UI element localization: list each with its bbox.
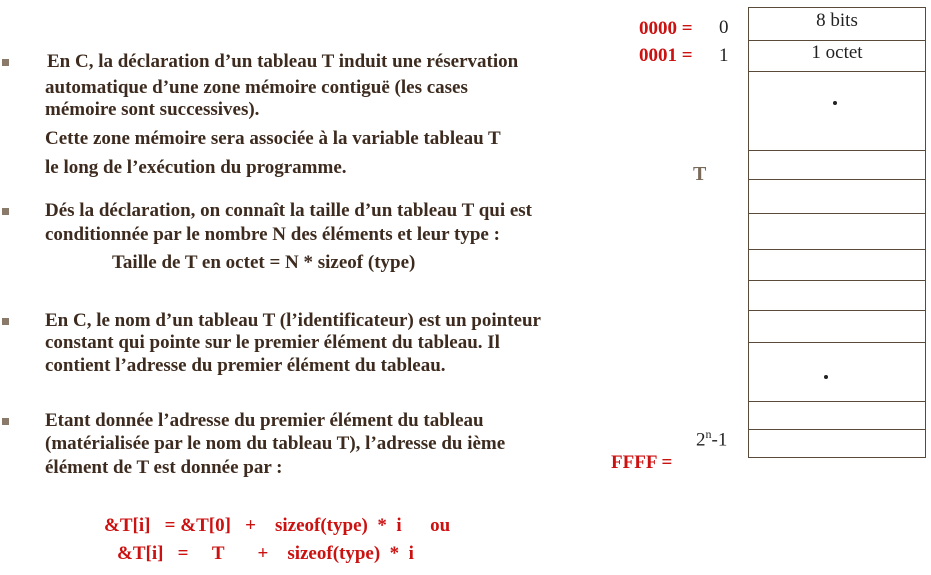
memory-cell-divider xyxy=(749,179,925,180)
address-hex-0: 0000 = xyxy=(639,18,693,39)
bullet-4 xyxy=(2,418,9,425)
paragraph-line: En C, la déclaration d’un tableau T induit une réservation xyxy=(47,51,519,72)
address-hex-1: 0001 = xyxy=(639,45,693,66)
cell-octet-label: 1 octet xyxy=(811,42,863,63)
memory-cell-divider xyxy=(749,71,925,72)
address-formula-2: &T[i] = T + sizeof(type) * i xyxy=(117,543,414,564)
bullet-2 xyxy=(2,208,9,215)
paragraph-line: constant qui pointe sur le premier élément du tableau. Il xyxy=(45,332,500,353)
memory-cell-divider xyxy=(749,40,925,41)
address-dec-1: 1 xyxy=(719,45,729,66)
memory-cell-divider xyxy=(749,401,925,402)
paragraph-line: (matérialisée par le nom du tableau T), l’adresse du ième xyxy=(45,433,506,454)
memory-cell-divider xyxy=(749,342,925,343)
memory-cell-divider xyxy=(749,310,925,311)
size-formula: Taille de T en octet = N * sizeof (type) xyxy=(112,252,416,273)
memory-cell-divider xyxy=(749,429,925,430)
power-tail: -1 xyxy=(711,429,728,451)
ellipsis-dot xyxy=(833,101,837,105)
memory-cell-divider xyxy=(749,213,925,214)
bullet-3 xyxy=(2,318,9,325)
ellipsis-dot xyxy=(824,375,828,379)
paragraph-line: mémoire sont successives). xyxy=(45,99,260,120)
paragraph-line: Dés la déclaration, on connaît la taille d’un tableau T qui est xyxy=(45,200,533,221)
memory-diagram xyxy=(748,7,926,458)
paragraph-line: le long de l’exécution du programme. xyxy=(45,157,347,178)
address-hex-last: FFFF = xyxy=(611,452,673,473)
memory-cell-divider xyxy=(749,249,925,250)
array-label-T: T xyxy=(693,163,707,185)
paragraph-line: automatique d’une zone mémoire contiguë (les cases xyxy=(45,77,468,98)
address-dec-0: 0 xyxy=(719,17,729,38)
power-exponent: n xyxy=(705,427,712,441)
paragraph-line: contient l’adresse du premier élément du tableau. xyxy=(45,355,446,376)
paragraph-line: conditionnée par le nombre N des éléments et leur type : xyxy=(45,224,500,245)
memory-cell-divider xyxy=(749,280,925,281)
paragraph-line: Etant donnée l’adresse du premier élément du tableau xyxy=(45,410,484,431)
paragraph-line: Cette zone mémoire sera associée à la variable tableau T xyxy=(45,128,501,149)
address-dec-last xyxy=(696,427,727,451)
paragraph-line: En C, le nom d’un tableau T (l’identificateur) est un pointeur xyxy=(45,310,541,331)
cell-bits-label: 8 bits xyxy=(816,10,858,31)
memory-cell-divider xyxy=(749,150,925,151)
paragraph-line: élément de T est donnée par : xyxy=(45,457,283,478)
address-formula-1: &T[i] = &T[0] + sizeof(type) * i ou xyxy=(104,515,451,536)
power-base: 2 xyxy=(696,429,706,451)
bullet-1 xyxy=(2,59,9,66)
